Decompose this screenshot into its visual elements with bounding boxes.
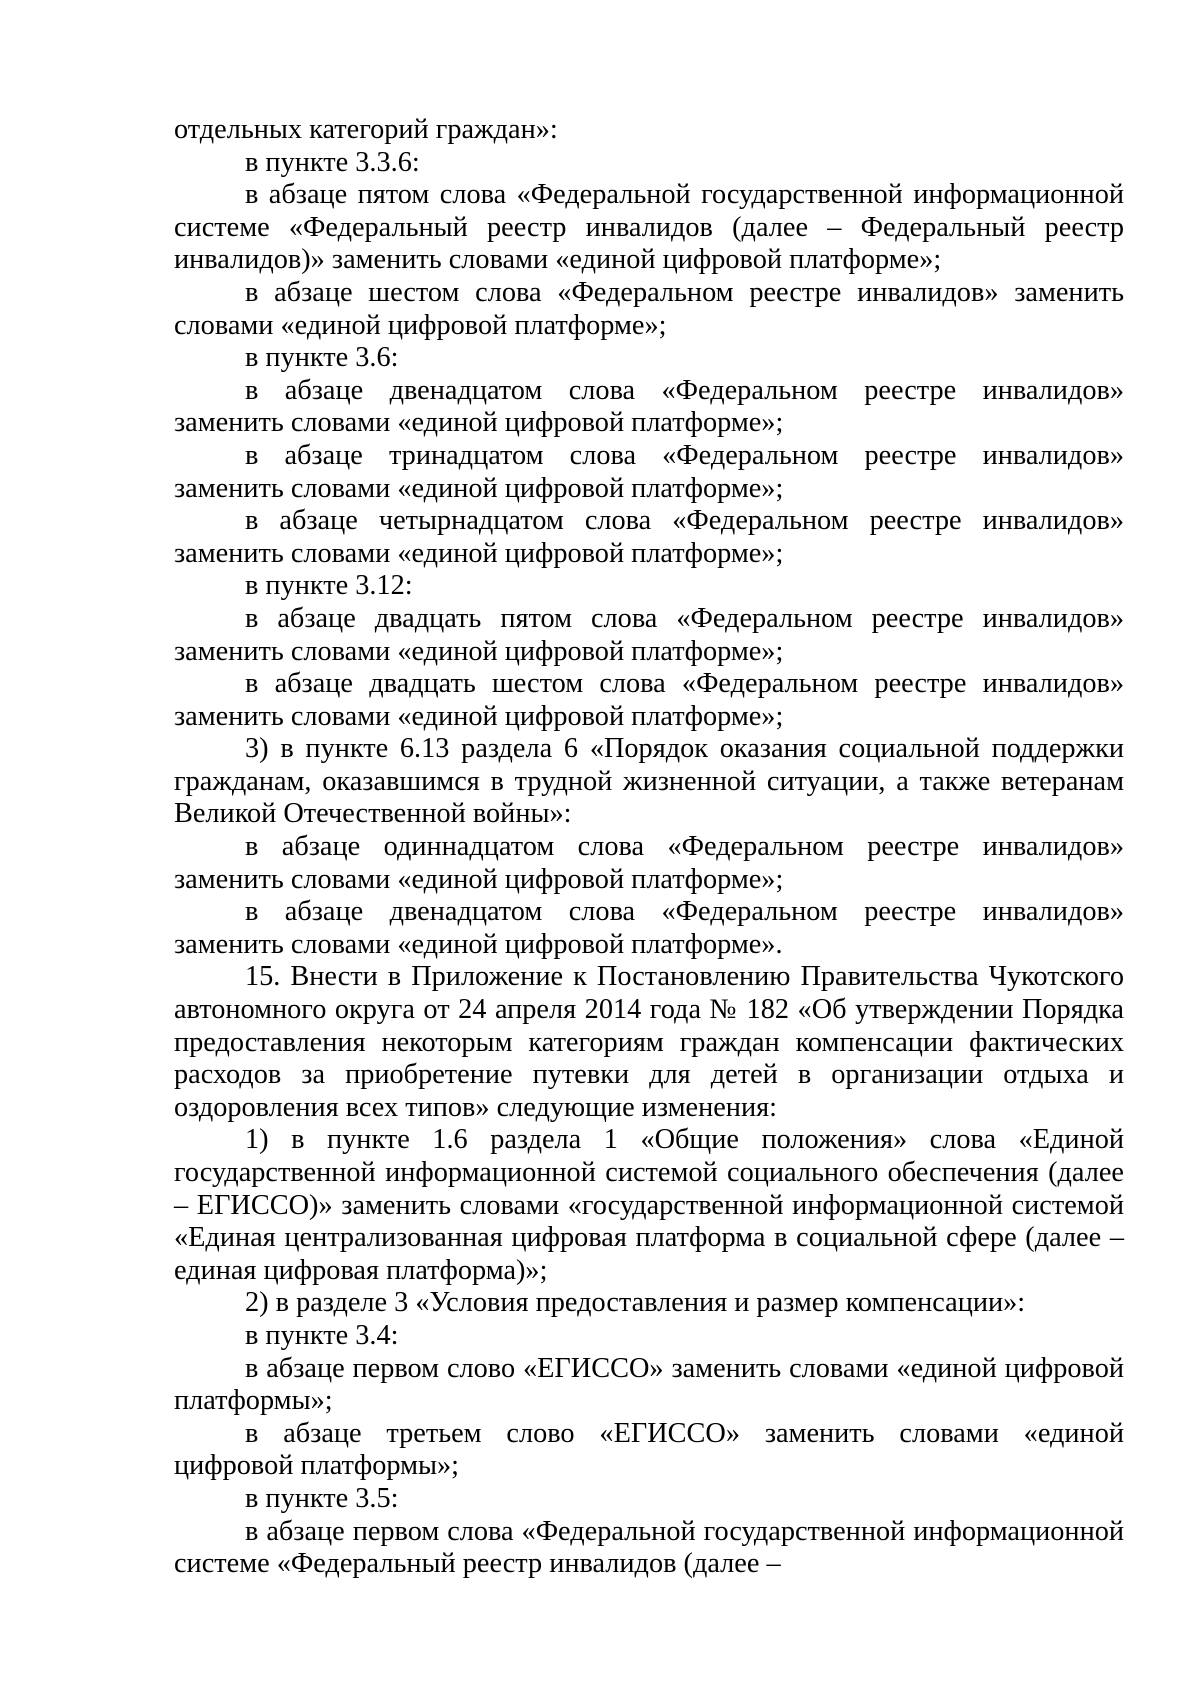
paragraph: в абзаце первом слова «Федеральной государственной информационной системе «Федеральный реестр инвалидов (далее – bbox=[174, 1515, 1124, 1580]
paragraph: в абзаце двенадцатом слова «Федеральном реестре инвалидов» заменить словами «единой цифровой платформе»; bbox=[174, 374, 1124, 439]
paragraph: в абзаце четырнадцатом слова «Федеральном реестре инвалидов» заменить словами «единой цифровой платформе»; bbox=[174, 505, 1124, 569]
document-body bbox=[174, 114, 1124, 1581]
paragraph: в абзаце шестом слова «Федеральном реестре инвалидов» заменить словами «единой цифровой платформе»; bbox=[174, 276, 1124, 341]
paragraph: в абзаце двадцать шестом слова «Федеральном реестре инвалидов» заменить словами «единой цифровой платформе»; bbox=[174, 668, 1124, 732]
paragraph: в абзаце пятом слова «Федеральной государственной информационной системе «Федеральный реестр инвалидов (далее – Федеральный реестр инвалидов)» заменить словами «единой цифровой платформе»; bbox=[174, 179, 1124, 276]
paragraph: отдельных категорий граждан»: bbox=[174, 114, 558, 145]
paragraph: 15. Внести в Приложение к Постановлению Правительства Чукотского автономного округа от 24 апреля 2014 года № 182 «Об утверждении Порядка предоставления некоторым категориям граждан компенсации фактических расходов за приобретение путевки для детей в организации отдыха и оздоровления всех типов» следующие изменения: bbox=[174, 961, 1124, 1123]
paragraph: в абзаце двенадцатом слова «Федеральном реестре инвалидов» заменить словами «единой цифровой платформе». bbox=[174, 896, 1124, 960]
paragraph: в пункте 3.4: bbox=[245, 1319, 399, 1351]
paragraph: в абзаце одиннадцатом слова «Федеральном реестре инвалидов» заменить словами «единой цифровой платформе»; bbox=[174, 831, 1124, 895]
paragraph: в пункте 3.6: bbox=[245, 342, 399, 374]
paragraph: в абзаце третьем слово «ЕГИССО» заменить словами «единой цифровой платформы»; bbox=[174, 1417, 1124, 1482]
paragraph: в абзаце тринадцатом слова «Федеральном реестре инвалидов» заменить словами «единой цифровой платформе»; bbox=[174, 439, 1124, 504]
paragraph: 2) в разделе 3 «Условия предоставления и размер компенсации»: bbox=[245, 1287, 1026, 1319]
paragraph: 1) в пункте 1.6 раздела 1 «Общие положения» слова «Единой государственной информационной системой социального обеспечения (далее – ЕГИССО)» заменить словами «государственной информационной системой «Единая централизованная цифровая платформа в социальной сфере (далее – единая цифровая платформа)»; bbox=[174, 1124, 1124, 1286]
paragraph: 3) в пункте 6.13 раздела 6 «Порядок оказания социальной поддержки гражданам, оказавшимся в трудной жизненной ситуации, а также ветеранам Великой Отечественной войны»: bbox=[174, 733, 1124, 830]
paragraph: в пункте 3.3.6: bbox=[245, 146, 420, 178]
paragraph: в абзаце двадцать пятом слова «Федеральном реестре инвалидов» заменить словами «единой цифровой платформе»; bbox=[174, 602, 1124, 667]
paragraph: в абзаце первом слово «ЕГИССО» заменить словами «единой цифровой платформы»; bbox=[174, 1352, 1124, 1417]
paragraph: в пункте 3.12: bbox=[245, 570, 413, 602]
paragraph: в пункте 3.5: bbox=[245, 1482, 399, 1514]
